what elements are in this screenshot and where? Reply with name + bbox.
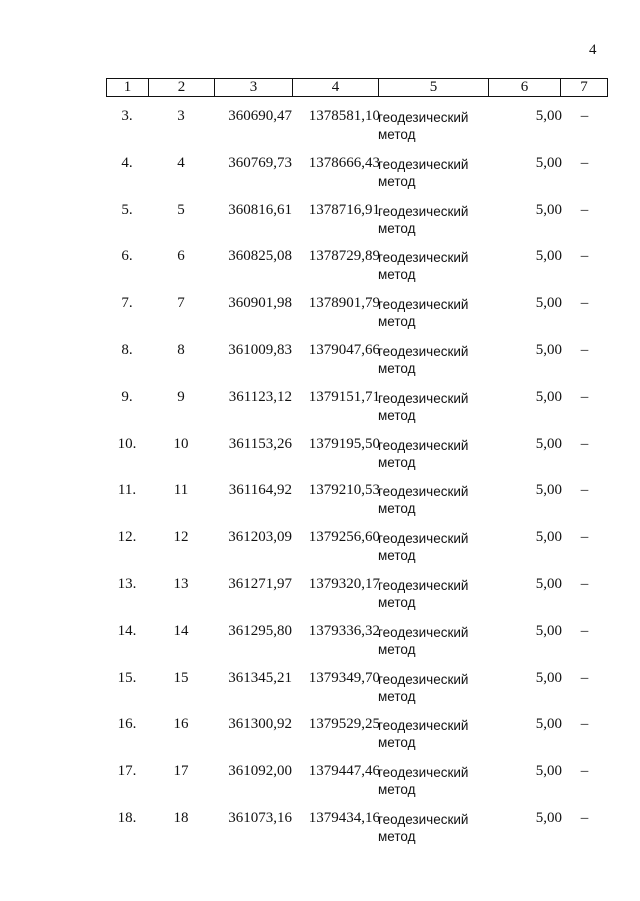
row-number: 3.	[121, 108, 133, 124]
x-coordinate: 360690,47	[228, 108, 292, 124]
accuracy-value: 5,00	[535, 669, 562, 686]
point-number: 16	[173, 716, 189, 733]
row-number: 12.	[117, 529, 137, 546]
x-coordinate: 361092,00	[228, 763, 292, 780]
method-text: геодезический метод	[378, 577, 469, 610]
method-text: геодезический метод	[378, 718, 469, 751]
y-coordinate: 1378666,43	[308, 154, 380, 171]
note-dash: –	[580, 154, 589, 171]
x-coordinate: 360901,98	[228, 295, 292, 312]
column-header: 6	[489, 79, 561, 97]
note-dash: –	[580, 201, 589, 218]
column-header: 7	[561, 79, 608, 97]
note-dash: –	[580, 341, 589, 358]
row-number: 8.	[121, 341, 133, 358]
table-row	[106, 246, 607, 293]
row-number: 6.	[121, 248, 133, 265]
column-header: 5	[379, 79, 489, 97]
note-dash: –	[580, 388, 589, 405]
method-text: геодезический метод	[378, 531, 469, 564]
note-dash: –	[580, 575, 589, 592]
accuracy-value: 5,00	[535, 482, 562, 499]
method-text: геодезический метод	[378, 811, 469, 844]
y-coordinate: 1379195,50	[308, 435, 380, 452]
table-row	[106, 808, 607, 855]
x-coordinate: 361345,21	[228, 669, 292, 686]
accuracy-value: 5,00	[535, 435, 562, 452]
table-row	[106, 200, 607, 247]
method-text: геодезический метод	[378, 156, 469, 189]
y-coordinate: 1379447,46	[308, 763, 380, 780]
method-text: геодезический метод	[378, 484, 469, 517]
method-text: геодезический метод	[378, 765, 469, 798]
x-coordinate: 361073,16	[228, 809, 292, 826]
accuracy-value: 5,00	[535, 295, 562, 312]
accuracy-value: 5,00	[535, 154, 562, 171]
point-number: 6	[177, 248, 185, 265]
point-number: 12	[173, 529, 189, 546]
table-row	[106, 574, 607, 621]
x-coordinate: 360816,61	[228, 201, 292, 218]
method-text: геодезический метод	[378, 343, 469, 376]
table-row	[106, 480, 607, 527]
point-number: 18	[173, 809, 189, 826]
point-number: 11	[173, 482, 189, 499]
x-coordinate: 360769,73	[228, 154, 292, 171]
table-row	[106, 293, 607, 340]
note-dash: –	[580, 529, 589, 546]
y-coordinate: 1378716,91	[308, 201, 380, 218]
x-coordinate: 361271,97	[228, 575, 292, 592]
x-coordinate: 361295,80	[228, 622, 292, 639]
x-coordinate: 361153,26	[228, 435, 292, 452]
y-coordinate: 1378901,79	[308, 295, 380, 312]
note-dash: –	[580, 809, 589, 826]
accuracy-value: 5,00	[535, 108, 562, 124]
y-coordinate: 1378581,10	[308, 108, 380, 124]
accuracy-value: 5,00	[535, 809, 562, 826]
table-row	[106, 527, 607, 574]
table-row	[106, 106, 607, 153]
y-coordinate: 1379256,60	[308, 529, 380, 546]
y-coordinate: 1379336,32	[308, 622, 380, 639]
point-number: 5	[177, 201, 185, 218]
point-number: 3	[177, 108, 185, 124]
page-number: 4	[589, 42, 597, 58]
row-number: 15.	[117, 669, 137, 686]
row-number: 7.	[121, 295, 133, 312]
y-coordinate: 1379210,53	[308, 482, 380, 499]
table-row	[106, 434, 607, 481]
table-row	[106, 668, 607, 715]
row-number: 17.	[117, 763, 137, 780]
x-coordinate: 361300,92	[228, 716, 292, 733]
point-number: 8	[177, 341, 185, 358]
note-dash: –	[580, 482, 589, 499]
point-number: 7	[177, 295, 185, 312]
method-text: геодезический метод	[378, 250, 469, 283]
table-row	[106, 714, 607, 761]
point-number: 13	[173, 575, 189, 592]
x-coordinate: 361123,12	[228, 388, 292, 405]
accuracy-value: 5,00	[535, 575, 562, 592]
row-number: 11.	[117, 482, 137, 499]
point-number: 10	[173, 435, 189, 452]
column-header: 3	[215, 79, 293, 97]
y-coordinate: 1379529,25	[308, 716, 380, 733]
y-coordinate: 1378729,89	[308, 248, 380, 265]
note-dash: –	[580, 716, 589, 733]
column-header: 1	[107, 79, 149, 97]
x-coordinate: 361009,83	[228, 341, 292, 358]
y-coordinate: 1379349,70	[308, 669, 380, 686]
accuracy-value: 5,00	[535, 529, 562, 546]
accuracy-value: 5,00	[535, 248, 562, 265]
x-coordinate: 361164,92	[228, 482, 292, 499]
note-dash: –	[580, 435, 589, 452]
method-text: геодезический метод	[378, 110, 469, 142]
method-text: геодезический метод	[378, 297, 469, 330]
method-text: геодезический метод	[378, 671, 469, 704]
row-number: 14.	[117, 622, 137, 639]
column-header-table	[106, 78, 608, 97]
note-dash: –	[580, 108, 589, 124]
method-text: геодезический метод	[378, 624, 469, 657]
point-number: 17	[173, 763, 189, 780]
y-coordinate: 1379151,71	[308, 388, 380, 405]
method-text: геодезический метод	[378, 203, 469, 236]
row-number: 10.	[117, 435, 137, 452]
row-number: 13.	[117, 575, 137, 592]
y-coordinate: 1379047,66	[308, 341, 380, 358]
column-header: 4	[293, 79, 379, 97]
row-number: 4.	[121, 154, 133, 171]
table-row	[106, 761, 607, 808]
method-text: геодезический метод	[378, 437, 469, 470]
note-dash: –	[580, 622, 589, 639]
column-header: 2	[149, 79, 215, 97]
coordinate-rows	[106, 106, 607, 855]
column-header-row	[107, 79, 608, 97]
note-dash: –	[580, 763, 589, 780]
y-coordinate: 1379320,17	[308, 575, 380, 592]
accuracy-value: 5,00	[535, 622, 562, 639]
row-number: 9.	[121, 388, 133, 405]
row-number: 16.	[117, 716, 137, 733]
accuracy-value: 5,00	[535, 763, 562, 780]
note-dash: –	[580, 669, 589, 686]
accuracy-value: 5,00	[535, 716, 562, 733]
table-row	[106, 387, 607, 434]
row-number: 5.	[121, 201, 133, 218]
x-coordinate: 361203,09	[228, 529, 292, 546]
note-dash: –	[580, 248, 589, 265]
accuracy-value: 5,00	[535, 388, 562, 405]
point-number: 9	[177, 388, 185, 405]
y-coordinate: 1379434,16	[308, 809, 380, 826]
x-coordinate: 360825,08	[228, 248, 292, 265]
row-number: 18.	[117, 809, 137, 826]
point-number: 14	[173, 622, 189, 639]
table-row	[106, 340, 607, 387]
method-text: геодезический метод	[378, 390, 469, 423]
table-row	[106, 621, 607, 668]
note-dash: –	[580, 295, 589, 312]
accuracy-value: 5,00	[535, 341, 562, 358]
table-row	[106, 153, 607, 200]
point-number: 15	[173, 669, 189, 686]
point-number: 4	[177, 154, 185, 171]
accuracy-value: 5,00	[535, 201, 562, 218]
